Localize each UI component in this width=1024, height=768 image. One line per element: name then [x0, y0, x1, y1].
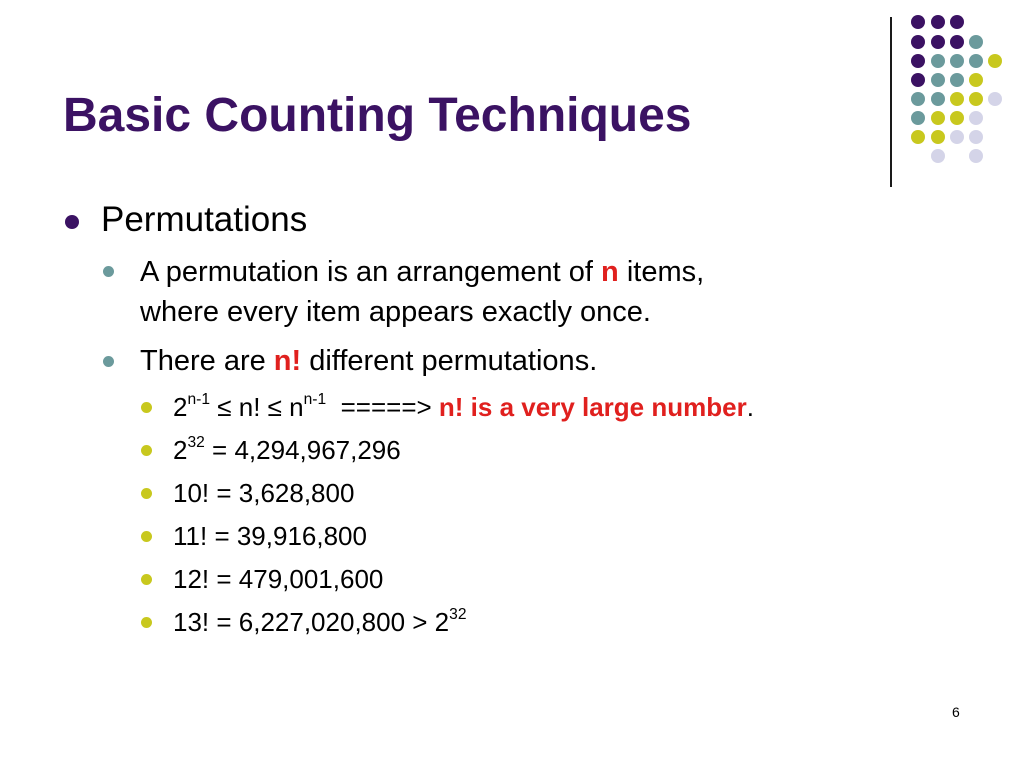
decorative-dot: [969, 92, 983, 106]
decorative-dot: [931, 111, 945, 125]
bullet-icon: [141, 574, 152, 585]
decorative-dot: [931, 92, 945, 106]
superscript: n-1: [303, 391, 327, 409]
decorative-dot: [931, 130, 945, 144]
decorative-dot: [931, 35, 945, 49]
decorative-dot: [911, 15, 925, 29]
bullet-13-factorial: [173, 605, 467, 639]
decorative-dot: [950, 15, 964, 29]
page-number: 6: [952, 704, 960, 720]
text: = 4,294,967,296: [204, 435, 401, 465]
bullet-icon: [103, 266, 114, 277]
bullet-permutations: Permutations: [101, 200, 308, 239]
decorative-dot: [950, 111, 964, 125]
bullet-icon: [141, 488, 152, 499]
bullet-11-factorial: 11! = 39,916,800: [173, 521, 367, 551]
bullet-icon: [103, 356, 114, 367]
emphasis-large-number: n! is a very large number: [438, 392, 747, 422]
text: There are: [140, 345, 274, 377]
decorative-dot: [931, 54, 945, 68]
bullet-2-pow-32: [173, 433, 401, 467]
decorative-dot: [911, 73, 925, 87]
bullet-icon: [141, 445, 152, 456]
text: .: [746, 392, 754, 422]
title-divider: [890, 17, 892, 187]
decorative-dot: [931, 149, 945, 163]
bullet-12-factorial: 12! = 479,001,600: [173, 564, 384, 594]
slide-title: Basic Counting Techniques: [63, 89, 692, 142]
decorative-dot: [931, 15, 945, 29]
decorative-dot: [969, 111, 983, 125]
bullet-definition-line2: where every item appears exactly once.: [140, 296, 651, 328]
decorative-dot: [988, 92, 1002, 106]
decorative-dot: [931, 73, 945, 87]
text: 13! = 6,227,020,800 > 2: [173, 607, 450, 637]
bullet-count: [140, 341, 597, 381]
bullet-icon: [141, 617, 152, 628]
bullet-10-factorial: 10! = 3,628,800: [173, 478, 355, 508]
bullet-definition-line1: [140, 252, 704, 292]
decorative-dot: [969, 130, 983, 144]
emphasis-n: n: [601, 256, 619, 288]
decorative-dot: [950, 35, 964, 49]
superscript: 32: [449, 606, 467, 624]
text: 2: [173, 392, 188, 422]
superscript: n-1: [187, 391, 211, 409]
bullet-icon: [141, 531, 152, 542]
superscript: 32: [187, 434, 205, 452]
decorative-dot: [911, 54, 925, 68]
bullet-icon: [141, 402, 152, 413]
text: items,: [618, 256, 705, 288]
decorative-dot: [988, 54, 1002, 68]
decorative-dot: [911, 111, 925, 125]
decorative-dot: [969, 54, 983, 68]
decorative-dot: [911, 130, 925, 144]
emphasis-n-factorial: n!: [273, 345, 302, 377]
decorative-dot: [950, 73, 964, 87]
text: different permutations.: [301, 345, 598, 377]
decorative-dot: [969, 35, 983, 49]
decorative-dot: [969, 149, 983, 163]
bullet-icon: [65, 215, 79, 229]
text: A permutation is an arrangement of: [140, 256, 602, 288]
text: 2: [173, 435, 188, 465]
decorative-dot: [911, 92, 925, 106]
bullet-inequality: [173, 390, 754, 424]
decorative-dot: [950, 130, 964, 144]
decorative-dot: [950, 92, 964, 106]
decorative-dot: [950, 54, 964, 68]
text: =====>: [326, 392, 439, 422]
decorative-dot: [969, 73, 983, 87]
decorative-dot: [911, 35, 925, 49]
text: ≤ n! ≤ n: [210, 392, 304, 422]
